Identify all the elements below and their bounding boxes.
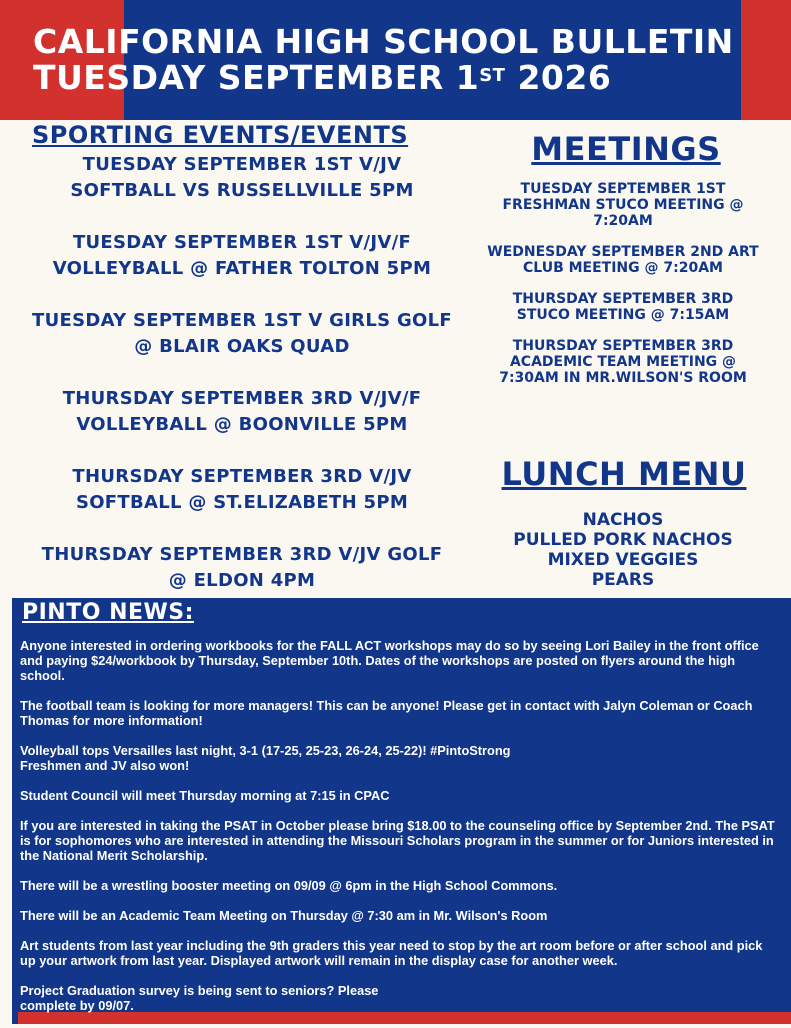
news-item: There will be an Academic Team Meeting on Thursday @ 7:30 am in Mr. Wilson's Room	[20, 908, 548, 923]
news-item: If you are interested in taking the PSAT in October please bring $18.00 to the counseling office by September 2nd. The PSAT is for sophomores who are interested in attending the Missouri Scholars program in the summer or for Juniors interested in the National Merit Scholarship.	[20, 818, 775, 863]
bulletin-date-suffix-sup: ST	[479, 65, 506, 86]
event-item: THURSDAY SEPTEMBER 3RD V/JV/F VOLLEYBALL @ BOONVILLE 5PM	[62, 388, 422, 435]
meeting-item: THURSDAY SEPTEMBER 3RD ACADEMIC TEAM MEETING @ 7:30AM IN MR.WILSON'S ROOM	[499, 338, 747, 386]
pinto-news-heading: PINTO NEWS:	[22, 600, 194, 625]
sporting-events-list	[12, 152, 472, 620]
header-red-block-right	[741, 0, 791, 120]
meeting-item: WEDNESDAY SEPTEMBER 2ND ART CLUB MEETING @ 7:20AM	[487, 244, 759, 276]
news-item: Project Graduation survey is being sent to seniors? Please complete by 09/07.	[20, 983, 379, 1013]
meetings-list	[468, 181, 778, 401]
bulletin-date-prefix: TUESDAY SEPTEMBER 1	[33, 58, 480, 97]
sporting-events-heading: SPORTING EVENTS/EVENTS	[32, 121, 409, 149]
event-item: TUESDAY SEPTEMBER 1ST V GIRLS GOLF @ BLAIR OAKS QUAD	[32, 310, 452, 357]
news-item: Student Council will meet Thursday morning at 7:15 in CPAC	[20, 788, 390, 803]
lunch-menu-list	[468, 510, 778, 590]
meetings-heading: MEETINGS	[531, 130, 721, 168]
news-item: The football team is looking for more managers! This can be anyone! Please get in contact with Jalyn Coleman or Coach Thomas for more information!	[20, 698, 753, 728]
lunch-item: PULLED PORK NACHOS	[513, 530, 733, 550]
news-item: Volleyball tops Versailles last night, 3-1 (17-25, 25-23, 26-24, 25-22)! #PintoStrong Freshmen and JV also won!	[20, 743, 511, 773]
news-item: There will be a wrestling booster meeting on 09/09 @ 6pm in the High School Commons.	[20, 878, 558, 893]
meeting-item: TUESDAY SEPTEMBER 1ST FRESHMAN STUCO MEETING @ 7:20AM	[502, 181, 744, 229]
lunch-item: NACHOS	[582, 510, 664, 530]
event-item: THURSDAY SEPTEMBER 3RD V/JV GOLF @ ELDON 4PM	[41, 544, 443, 591]
news-item: Anyone interested in ordering workbooks for the FALL ACT workshops may do so by seeing Lori Bailey in the front office and paying $24/workbook by Thursday, September 10th. Dates of the workshops are posted on flyers around the high school.	[20, 638, 759, 683]
bulletin-title-line2	[33, 60, 734, 96]
meeting-item: THURSDAY SEPTEMBER 3RD STUCO MEETING @ 7:15AM	[512, 291, 734, 323]
bulletin-title-line1: CALIFORNIA HIGH SCHOOL BULLETIN	[33, 22, 734, 61]
lunch-item: MIXED VEGGIES	[547, 550, 699, 570]
event-item: THURSDAY SEPTEMBER 3RD V/JV SOFTBALL @ ST.ELIZABETH 5PM	[72, 466, 412, 513]
pinto-news-list	[20, 638, 775, 1028]
event-item: TUESDAY SEPTEMBER 1ST V/JV SOFTBALL VS RUSSELLVILLE 5PM	[70, 154, 414, 201]
lunch-item: PEARS	[591, 570, 655, 590]
bulletin-date-year: 2026	[505, 58, 612, 97]
bulletin-title	[33, 24, 734, 96]
news-item: Art students from last year including the 9th graders this year need to stop by the art room before or after school and pick up your artwork from last year. Displayed artwork will remain in the display case for another week.	[20, 938, 763, 968]
event-item: TUESDAY SEPTEMBER 1ST V/JV/F VOLLEYBALL @ FATHER TOLTON 5PM	[52, 232, 432, 279]
lunch-menu-heading: LUNCH MENU	[501, 455, 747, 493]
